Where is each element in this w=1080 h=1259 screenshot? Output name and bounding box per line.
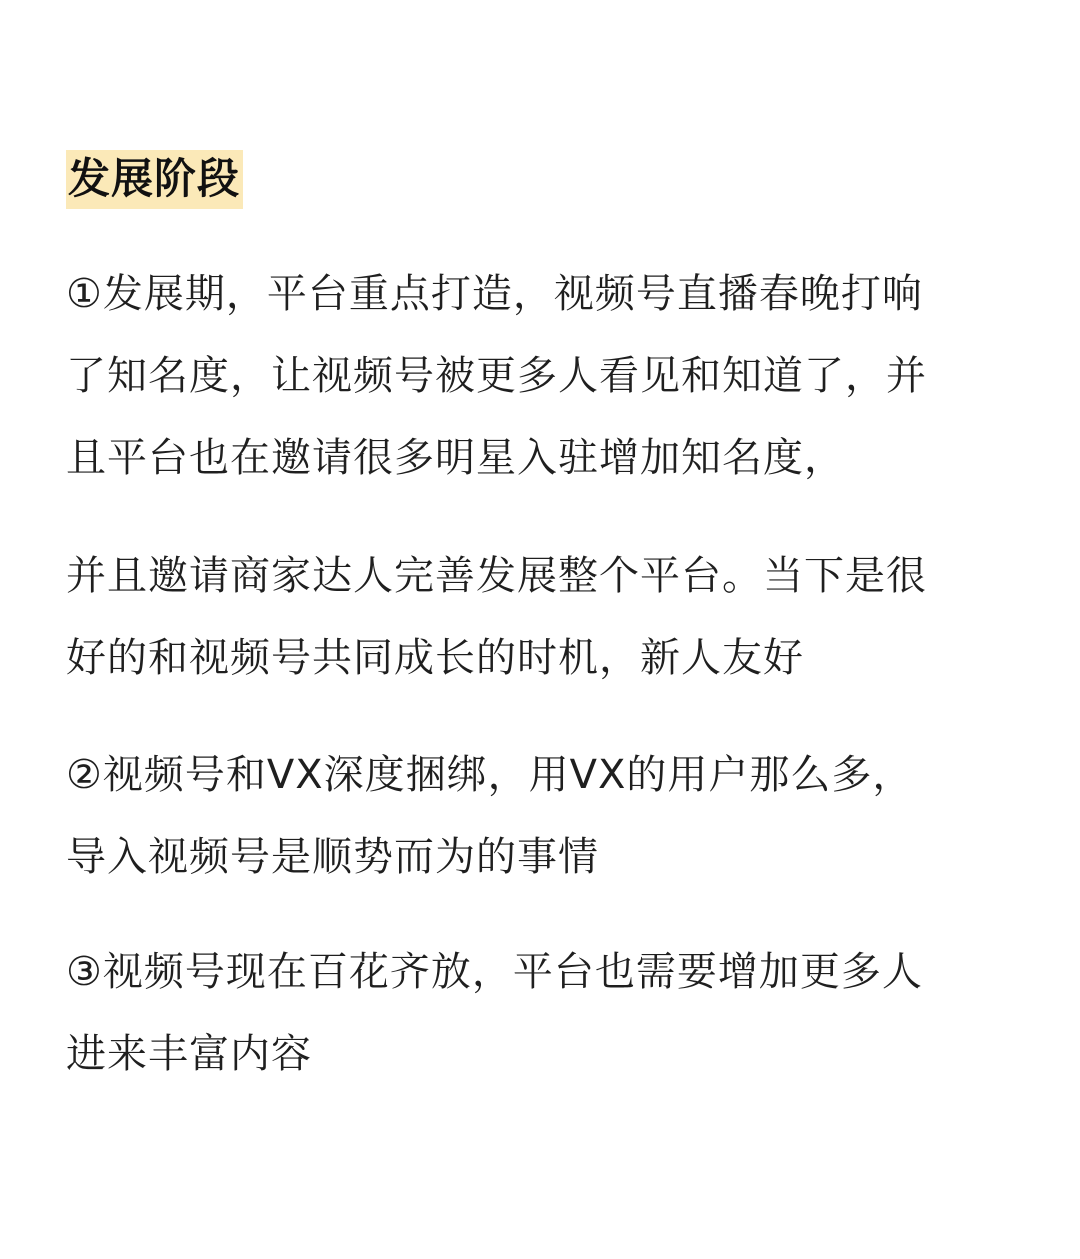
paragraph-development-period bbox=[66, 253, 1016, 499]
paragraph-content-growth bbox=[66, 931, 1016, 1095]
paragraph-line: 好的和视频号共同成长的时机，新人友好 bbox=[66, 635, 804, 681]
paragraph-line: 了知名度，让视频号被更多人看见和知道了，并 bbox=[66, 353, 927, 399]
paragraph-line: ①发展期，平台重点打造，视频号直播春晚打响 bbox=[66, 271, 923, 317]
paragraph-line: 且平台也在邀请很多明星入驻增加知名度， bbox=[66, 435, 845, 481]
paragraph-vx-binding bbox=[66, 734, 1016, 898]
paragraph-line: ③视频号现在百花齐放，平台也需要增加更多人 bbox=[66, 949, 923, 995]
paragraph-line: ②视频号和VX深度捆绑，用VX的用户那么多， bbox=[66, 752, 914, 798]
paragraph-line: 进来丰富内容 bbox=[66, 1031, 312, 1077]
paragraph-line: 并且邀请商家达人完善发展整个平台。当下是很 bbox=[66, 553, 927, 599]
paragraph-merchants-invited bbox=[66, 535, 1016, 699]
paragraph-line: 导入视频号是顺势而为的事情 bbox=[66, 834, 599, 880]
section-heading: 发展阶段 bbox=[66, 150, 243, 209]
